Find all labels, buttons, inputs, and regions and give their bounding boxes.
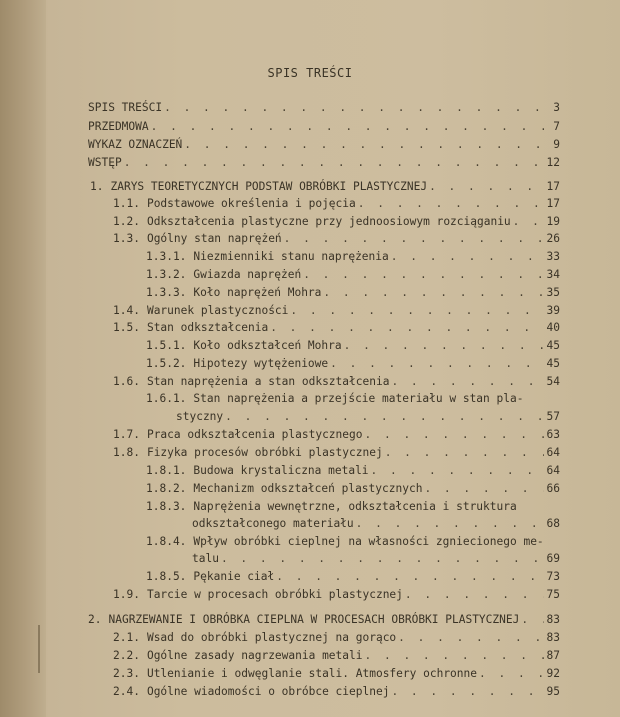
toc-entry	[146, 482, 560, 496]
toc-page-number: 45	[546, 339, 560, 352]
toc-page-number: 17	[546, 180, 560, 193]
toc-entry-title: NAGRZEWANIE I OBRÓBKA CIEPLNA W PROCESACH OBRÓBKI PLASTYCZNEJ	[108, 613, 520, 626]
toc-entry-number: 1.3.	[113, 232, 140, 245]
toc-entry-title: Fizyka procesów obróbki plastycznej	[146, 446, 383, 459]
dot-leader	[356, 517, 544, 531]
dot-leader	[521, 613, 544, 627]
toc-page-number: 75	[546, 588, 560, 601]
toc-entry-number: 1.9.	[113, 588, 140, 601]
toc-entry-title: ZARYS TEORETYCZNYCH PODSTAW OBRÓBKI PLASTYCZNEJ	[110, 180, 428, 193]
toc-entry	[113, 232, 560, 246]
toc-entry-title: Ogólny stan naprężeń	[146, 232, 282, 245]
toc-entry-title: Naprężenia wewnętrzne, odkształcenia i struktura	[193, 500, 517, 513]
dot-leader	[405, 588, 544, 602]
toc-entry	[146, 357, 560, 371]
toc-entry-number: 1.3.3.	[146, 286, 187, 299]
toc-entry-title: PRZEDMOWA	[88, 120, 149, 133]
toc-page-number: 83	[546, 631, 560, 644]
toc-entry-title: Mechanizm odkształceń plastycznych	[193, 482, 423, 495]
toc-entry-title: WSTĘP	[88, 156, 122, 169]
toc-page-number: 64	[546, 464, 560, 477]
toc-entry	[176, 410, 560, 424]
toc-entry-number: 1.	[90, 180, 104, 193]
dot-leader	[391, 250, 544, 264]
page-binding-shadow	[0, 0, 46, 717]
toc-entry	[113, 446, 560, 460]
toc-entry	[113, 304, 560, 318]
dot-leader	[365, 649, 545, 663]
dot-leader	[513, 215, 544, 229]
dot-leader	[225, 410, 544, 424]
toc-entry-title: SPIS TREŚCI	[88, 101, 163, 114]
toc-page-number: 3	[553, 101, 560, 114]
toc-entry	[146, 392, 523, 406]
toc-page-number: 69	[546, 552, 560, 565]
toc-entry-number: 1.2.	[113, 215, 140, 228]
dot-leader	[124, 156, 544, 170]
toc-page-number: 68	[546, 517, 560, 530]
toc-entry	[146, 464, 560, 478]
dot-leader	[330, 357, 544, 371]
toc-page-number: 40	[546, 321, 560, 334]
toc-page-number: 87	[546, 649, 560, 662]
toc-entry-title: Wpływ obróbki cieplnej na własności zgniecionego me-	[193, 535, 544, 548]
dot-leader	[391, 375, 544, 389]
toc-entry	[113, 197, 560, 211]
dot-leader	[276, 570, 544, 584]
toc-entry	[113, 685, 560, 699]
toc-entry-number: 2.1.	[113, 631, 140, 644]
toc-page-number: 83	[546, 613, 560, 626]
toc-entry	[113, 631, 560, 645]
toc-entry	[88, 101, 560, 115]
toc-entry	[146, 339, 560, 353]
dot-leader	[344, 339, 544, 353]
toc-entry-title: Stan naprężenia a przejście materiału w stan pla-	[193, 392, 524, 405]
toc-entry	[146, 570, 560, 584]
toc-entry-title: Stan naprężenia a stan odkształcenia	[146, 375, 390, 388]
dot-leader	[323, 286, 544, 300]
toc-entry-number: 1.5.1.	[146, 339, 187, 352]
dot-leader	[358, 197, 544, 211]
toc-page-number: 19	[546, 215, 560, 228]
toc-entry-title: Wsad do obróbki plastycznej na gorąco	[146, 631, 397, 644]
toc-entry-title: styczny	[176, 410, 224, 423]
dot-leader	[479, 667, 544, 681]
toc-page-number: 73	[546, 570, 560, 583]
toc-entry-number: 1.8.5.	[146, 570, 187, 583]
toc-entry	[90, 180, 560, 194]
dot-leader	[164, 101, 544, 115]
toc-entry-title: Utlenianie i odwęglanie stali. Atmosfery ochronne	[146, 667, 477, 680]
toc-entry-title: Odkształcenia plastyczne przy jednoosiowym rozciąganiu	[146, 215, 511, 228]
toc-entry-title: Hipotezy wytężeniowe	[193, 357, 329, 370]
dot-leader	[385, 446, 544, 460]
toc-entry-title: Niezmienniki stanu naprężenia	[193, 250, 389, 263]
toc-entry	[113, 321, 560, 335]
toc-entry-title: Warunek plastyczności	[146, 304, 289, 317]
toc-entry-title: WYKAZ OZNACZEŃ	[88, 138, 183, 151]
toc-page-number: 39	[546, 304, 560, 317]
toc-entry	[113, 375, 560, 389]
dot-leader	[303, 268, 544, 282]
toc-page-number: 54	[546, 375, 560, 388]
toc-entry-title: Podstawowe określenia i pojęcia	[146, 197, 356, 210]
toc-page-number: 9	[553, 138, 560, 151]
toc-entry-number: 1.6.	[113, 375, 140, 388]
toc-entry-number: 1.6.1.	[146, 392, 187, 405]
toc-entry-title: Ogólne zasady nagrzewania metali	[146, 649, 363, 662]
toc-entry-number: 2.4.	[113, 685, 140, 698]
toc-page-number: 57	[546, 410, 560, 423]
toc-page-number: 34	[546, 268, 560, 281]
toc-entry-number: 1.4.	[113, 304, 140, 317]
toc-entry-number: 1.3.1.	[146, 250, 187, 263]
toc-entry	[88, 613, 560, 627]
toc-entry-number: 2.2.	[113, 649, 140, 662]
toc-entry-number: 2.3.	[113, 667, 140, 680]
toc-entry	[113, 667, 560, 681]
dot-leader	[429, 180, 544, 194]
toc-entry	[146, 500, 517, 514]
toc-page-number: 63	[546, 428, 560, 441]
toc-entry	[113, 649, 560, 663]
dot-leader	[391, 685, 544, 699]
toc-page-number: 45	[546, 357, 560, 370]
toc-entry-number: 1.8.1.	[146, 464, 187, 477]
toc-entry-title: Gwiazda naprężeń	[193, 268, 302, 281]
dot-leader	[398, 631, 544, 645]
toc-entry-number: 1.1.	[113, 197, 140, 210]
toc-entry-number: 1.8.2.	[146, 482, 187, 495]
toc-entry-title: odkształconego materiału	[192, 517, 354, 530]
toc-entry	[146, 535, 544, 549]
toc-entry-title: Pękanie ciał	[193, 570, 275, 583]
toc-entry	[192, 517, 560, 531]
toc-entry-number: 1.8.	[113, 446, 140, 459]
toc-entry-number: 1.5.2.	[146, 357, 187, 370]
toc-entry	[146, 268, 560, 282]
toc-page-number: 64	[546, 446, 560, 459]
toc-entry-title: Budowa krystaliczna metali	[193, 464, 369, 477]
toc-entry-number: 1.7.	[113, 428, 140, 441]
toc-entry	[192, 552, 560, 566]
dot-leader	[290, 304, 544, 318]
dot-leader	[365, 428, 545, 442]
toc-page-number: 7	[553, 120, 560, 133]
toc-entry-title: Stan odkształcenia	[146, 321, 269, 334]
toc-entry	[113, 215, 560, 229]
toc-page-number: 95	[546, 685, 560, 698]
dot-leader	[151, 120, 544, 134]
dot-leader	[270, 321, 544, 335]
toc-entry-number: 1.3.2.	[146, 268, 187, 281]
dot-leader	[371, 464, 544, 478]
toc-entry	[113, 428, 560, 442]
toc-page-number: 66	[546, 482, 560, 495]
pencil-mark	[38, 625, 40, 673]
toc-entry-title: Ogólne wiadomości o obróbce cieplnej	[146, 685, 390, 698]
toc-entry-title: talu	[192, 552, 219, 565]
page-title: SPIS TREŚCI	[267, 66, 353, 80]
toc-entry	[146, 286, 560, 300]
toc-entry	[146, 250, 560, 264]
toc-entry-title: Koło naprężeń Mohra	[193, 286, 322, 299]
dot-leader	[284, 232, 544, 246]
toc-page-number: 35	[546, 286, 560, 299]
toc-page-number: 12	[546, 156, 560, 169]
toc-entry	[113, 588, 560, 602]
toc-page-number: 17	[546, 197, 560, 210]
toc-entry	[88, 120, 560, 134]
dot-leader	[221, 552, 544, 566]
toc-page-number: 92	[546, 667, 560, 680]
toc-entry-title: Koło odkształceń Mohra	[193, 339, 342, 352]
toc-entry-title: Tarcie w procesach obróbki plastycznej	[146, 588, 403, 601]
toc-entry-number: 1.5.	[113, 321, 140, 334]
toc-entry	[88, 156, 560, 170]
toc-entry-number: 1.8.3.	[146, 500, 187, 513]
dot-leader	[184, 138, 544, 152]
toc-page-number: 33	[546, 250, 560, 263]
toc-page-number: 26	[546, 232, 560, 245]
toc-entry	[88, 138, 560, 152]
dot-leader	[424, 482, 544, 496]
toc-entry-number: 1.8.4.	[146, 535, 187, 548]
toc-entry-title: Praca odkształcenia plastycznego	[146, 428, 363, 441]
toc-entry-number: 2.	[88, 613, 102, 626]
